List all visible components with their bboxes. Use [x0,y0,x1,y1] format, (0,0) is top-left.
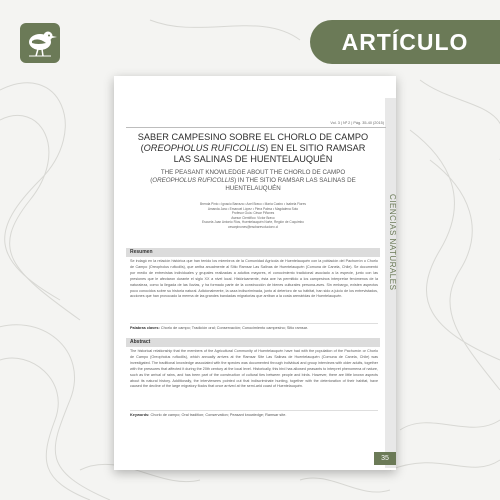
abstract-text: The historical relationship that the members of the Agricultural Community of Huentelauquén have had with the population of the Pachurrón or Chorlo de Campo (Oreopholus ruficollis), which annually arrives at the Ramsar Site Las Salinas de Huentelauquén (Comuna de Canela, Chile) was investigated. The traditional knowledge associated with the species was documented through individual and group interviews with older adults, together with the pressures that affected it during the 20th century at the local level. Historically, this bird has allowed peasants to interpret phenomena of nature, such as the arrival of rains, and has been part of the construction of cultural ties between people and birds. However, there are little known aspects about its natural history. Additionally, the interviewees pointed out that indiscriminate hunting, together with the deterioration of their habitat, have caused the decline of the large migratory flocks that once arrived at the semi-arid coast of Huentelauquén. [130,349,378,389]
author-line: Brenda Pinto • Ignacio Barraza • Axel Bravo • María Castro • Isabela Flores [200,202,306,206]
abstract-heading: Abstract [126,338,380,347]
author-line: Amanda Jara • Emanuel López • Piera Palma • Magdalena Soto [207,206,299,211]
article-title-spanish: SABER CAMPESINO SOBRE EL CHORLO DE CAMPO (OREOPHOLUS RUFICOLLIS) EN EL SITIO RAMSAR LAS SALINAS DE HUENTELAUQUÉN [137,132,369,164]
journal-volume-line: Vol. 3 | Nº 2 | Pág. 35-40 (2015) [330,121,384,125]
article-page: CIENCIAS NATURALES Vol. 3 | Nº 2 | Pág. 35-40 (2015) SABER CAMPESINO SOBRE EL CHORLO DE CAMPO (OREOPHOLUS RUFICOLLIS) EN EL SITIO RAMSAR LAS SALINAS DE HUENTELAUQUÉN THE PEASANT KNOWLEDGE ABOUT THE CHORLO DE CAMPO (OREOPHOLUS RUFICOLLIS) IN THE SITIO RAMSAR LAS SALINAS DE HUENTELAUQUÉN Brenda Pinto • Ignacio Barraza • Axel Bravo • María Castro • Isabela Flores Amanda Jara • Emanuel López • Piera Palma • Magdalena Soto Profesor Guía: César Piñones Asesor Científico: Víctor Bravo Escuela Juan Antonio Ríos, Huentelauquén Norte, Región de Coquimbo cesarpinones@escbarevolucionx.cl Resumen Se indagó en la relación histórica que han tenido los miembros de la Comunidad Agrícola de Huentelauquén con la población del Pachurrón o Chorlo de Campo (Oreopholus ruficollis), que arriba anualmente al Sitio Ramsar Las Salinas de Huentelauquén (Comuna de Canela, Chile). Se documentó por medio de entrevistas individuales y grupales realizadas a adultos mayores, el conocimiento tradicional asociado a la especie, junto con las presiones que le afectaron durante el siglo XX a nivel local. Históricamente, ésta ave ha permitido a los campesinos interpretar fenómenos de la naturaleza, como la llegada de las lluvias, y ha formado parte de la construcción de bienes culturales persona-aves. Sin embargo, existen aspectos poco conocidos sobre su historia natural. Adicionalmente, la caza indiscriminada, junto al deterioro de su hábitat, han sido a juicio de los entrevistados, acciones que han provocado la merma de las grandes bandadas migratorias que arriban a la costa arenáridas de Huentelauquén. Palabras claves: Chorlo de campo; Tradición oral; Conservación; Conocimiento campesino; Sitio ramsar. Abstract The historical relationship that the members of the Agricultural Community of Huentelauquén have had with the population of the Pachurrón or Chorlo de Campo (Oreopholus ruficollis), which annually arrives at the Ramsar Site Las Salinas de Huentelauquén (Comuna de Canela, Chile) was investigated. The traditional knowledge associated with the species was documented through individual and group interviews with older adults, together with the pressures that affected it during the 20th century at the local level. Historically, this bird has allowed peasants to interpret phenomena of nature, such as the arrival of rains, and has been part of the construction of cultural ties between people and birds. However, there are little known aspects about its natural history. Additionally, the interviewees pointed out that indiscriminate hunting, together with the deterioration of their habitat, have caused the decline of the large migratory flocks that once arrived at the semi-arid coast of Huentelauquén. Keywords: Chorlo de campo; Oral tradition; Conservation; Peasant knowledge; Ramsar site. 35 [114,76,396,470]
article-title-english: THE PEASANT KNOWLEDGE ABOUT THE CHORLO DE CAMPO (OREOPHOLUS RUFICOLLIS) IN THE SITIO RAMSAR LAS SALINAS DE HUENTELAUQUÉN [150,169,356,192]
abstract-keywords: Keywords: Chorlo de campo; Oral tradition; Conservation; Peasant knowledge; Ramsar site. [130,413,287,417]
page-number: 35 [374,452,396,465]
advisor-line: Profesor Guía: César Piñones [231,211,275,216]
divider [130,410,378,411]
resumen-keywords: Palabras claves: Chorlo de campo; Tradición oral; Conservación; Conocimiento campesino; Sitio ramsar. [130,326,308,330]
article-badge: ARTÍCULO [310,20,500,64]
author-block [144,202,362,230]
bird-logo-icon [20,23,60,63]
resumen-text: Se indagó en la relación histórica que han tenido los miembros de la Comunidad Agrícola de Huentelauquén con la población del Pachurrón o Chorlo de Campo (Oreopholus ruficollis), que arriba anualmente al Sitio Ramsar Las Salinas de Huentelauquén (Comuna de Canela, Chile). Se documentó por medio de entrevistas individuales y grupales realizadas a adultos mayores, el conocimiento tradicional asociado a la especie, junto con las presiones que le afectaron durante el siglo XX a nivel local. Históricamente, ésta ave ha permitido a los campesinos interpretar fenómenos de la naturaleza, como la llegada de las lluvias, y ha formado parte de la construcción de bienes culturales persona-aves. Sin embargo, existen aspectos poco conocidos sobre su historia natural. Adicionalmente, la caza indiscriminada, junto al deterioro de su hábitat, han sido a juicio de los entrevistados, acciones que han provocado la merma de las grandes bandadas migratorias que arriban a la costa arenáridas de Huentelauquén. [130,259,378,299]
divider [130,323,378,324]
advisor-line: Asesor Científico: Víctor Bravo [231,215,275,220]
contact-email: cesarpinones@escbarevolucionx.cl [227,224,278,229]
header-divider [126,127,386,128]
resumen-heading: Resumen [126,248,380,257]
affiliation-line: Escuela Juan Antonio Ríos, Huentelauquén Norte, Región de Coquimbo [202,220,304,225]
